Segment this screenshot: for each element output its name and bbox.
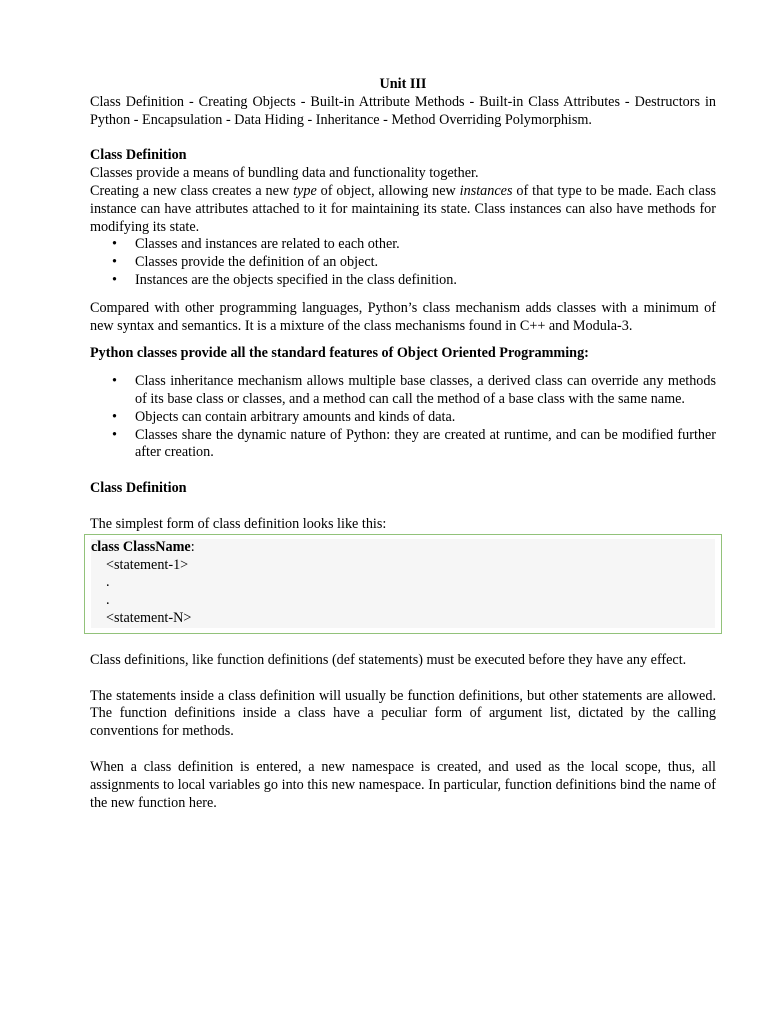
paragraph-new-class: Creating a new class creates a new type of object, allowing new instances of that type to be made. Each class instance can have attributes attached to it for maintaining its state. Class instances can also have methods for modifying its state. bbox=[90, 182, 716, 235]
bullet-icon: • bbox=[112, 254, 117, 271]
bullet-icon: • bbox=[112, 426, 117, 443]
class-facts-list bbox=[90, 236, 716, 289]
paragraph-def-statements: Class definitions, like function definitions (def statements) must be executed before they have any effect. bbox=[90, 651, 687, 668]
list-item: • Objects can contain arbitrary amounts and kinds of data. bbox=[112, 408, 456, 425]
term-type: type bbox=[293, 182, 317, 199]
paragraph-namespace: When a class definition is entered, a new namespace is created, and used as the local scope, thus, all assignments to local variables go into this new namespace. In particular, function definitions bind the name of the new function here. bbox=[90, 758, 716, 811]
paragraph-statements-inside: The statements inside a class definition will usually be function definitions, but other statements are allowed. The function definitions inside a class have a peculiar form of argument list, dictated by the calling conventions for methods. bbox=[90, 687, 716, 740]
code-line-2: <statement-1> bbox=[106, 556, 189, 573]
paragraph-comparison: Compared with other programming languages, Python’s class mechanism adds classes with a minimum of new syntax and semantics. It is a mixture of the class mechanisms found in C++ and Modula-3. bbox=[90, 299, 716, 334]
section-heading-class-definition: Class Definition bbox=[90, 147, 187, 164]
paragraph-simplest-form: The simplest form of class definition looks like this: bbox=[90, 515, 387, 532]
bullet-icon: • bbox=[112, 408, 117, 425]
list-item: • Classes share the dynamic nature of Python: they are created at runtime, and can be modified further after creation. bbox=[112, 426, 716, 461]
code-line-4: . bbox=[106, 592, 110, 609]
term-instances: instances bbox=[459, 182, 513, 199]
list-item: • Classes and instances are related to each other. bbox=[112, 236, 400, 253]
unit-title: Unit III bbox=[379, 76, 427, 92]
bullet-icon: • bbox=[112, 271, 117, 288]
list-item: • Classes provide the definition of an object. bbox=[112, 254, 379, 271]
document-content bbox=[90, 76, 716, 812]
list-item: • Class inheritance mechanism allows multiple base classes, a derived class can override any methods of its base class or classes, and a method can call the method of a base class with the same name. bbox=[112, 373, 716, 407]
code-line-3: . bbox=[106, 574, 110, 591]
paragraph-bundling: Classes provide a means of bundling data and functionality together. bbox=[90, 165, 479, 182]
bullet-icon: • bbox=[112, 373, 117, 390]
topics-line: Class Definition - Creating Objects - Built-in Attribute Methods - Built-in Class Attributes - Destructors in Python - Encapsulation - Data Hiding - Inheritance - Method Overriding Polymorphism. bbox=[90, 93, 716, 128]
code-block bbox=[84, 534, 722, 634]
bullet-icon: • bbox=[112, 236, 117, 253]
section-heading-class-definition-2: Class Definition bbox=[90, 480, 187, 497]
code-line-5: <statement-N> bbox=[106, 609, 192, 626]
features-heading: Python classes provide all the standard features of Object Oriented Programming: bbox=[90, 345, 589, 362]
oop-features-list bbox=[90, 373, 716, 462]
list-item: • Instances are the objects specified in the class definition. bbox=[112, 271, 457, 288]
code-line-1: class ClassName: bbox=[91, 538, 195, 555]
